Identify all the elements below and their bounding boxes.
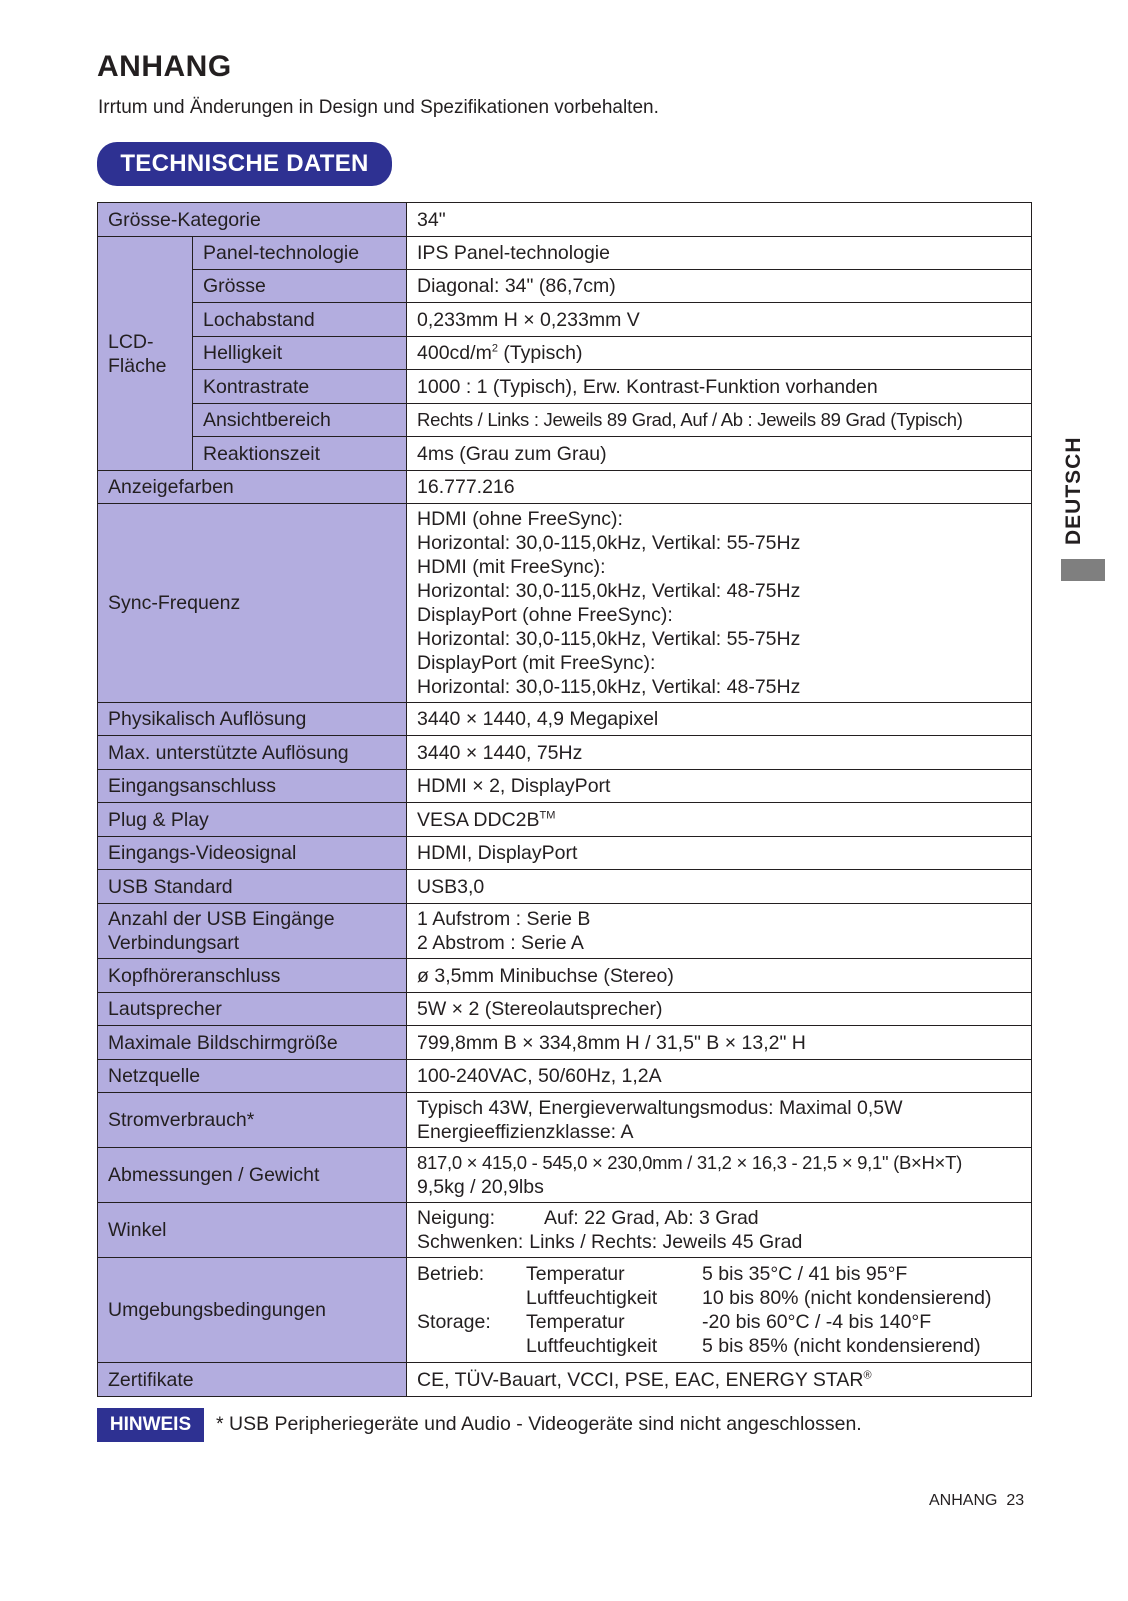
brightness-suffix: (Typisch): [497, 342, 583, 364]
spec-value: 3440 × 1440, 4,9 Megapixel: [407, 703, 1032, 736]
spec-value: 16.777.216: [407, 471, 1032, 504]
table-row: [98, 770, 1032, 803]
spec-value: HDMI, DisplayPort: [407, 837, 1032, 870]
spec-value: Diagonal: 34" (86,7cm): [407, 270, 1032, 303]
table-row: [98, 303, 1032, 337]
energy-class: Energieeffizienzklasse: A: [417, 1121, 634, 1143]
connection-type-label: Verbindungsart: [108, 932, 240, 954]
spec-label: Stromverbrauch*: [98, 1093, 407, 1148]
table-row: [98, 993, 1032, 1026]
page-title: ANHANG: [97, 50, 232, 83]
dimensions-value: 817,0 × 415,0 - 545,0 × 230,0mm / 31,2 × 16,3 - 21,5 × 9,1" (B×H×T): [417, 1152, 962, 1173]
table-row: [98, 703, 1032, 736]
spec-label: USB Standard: [98, 870, 407, 904]
table-row: [98, 1258, 1032, 1363]
spec-value: 1000 : 1 (Typisch), Erw. Kontrast-Funktion vorhanden: [407, 370, 1032, 404]
tilt-label: Neigung:: [417, 1207, 496, 1229]
table-row: [98, 237, 1032, 270]
humidity-label: Luftfeuchtigkeit: [526, 1335, 658, 1357]
registered-mark: ®: [863, 1369, 872, 1381]
trademark-mark: TM: [539, 809, 556, 821]
table-row: [98, 203, 1032, 237]
spec-value: ø 3,5mm Minibuchse (Stereo): [407, 959, 1032, 993]
storage-temperature: -20 bis 60°C / -4 bis 140°F: [702, 1311, 932, 1333]
temperature-label: Temperatur: [526, 1311, 625, 1333]
spec-value: 0,233mm H × 0,233mm V: [407, 303, 1032, 337]
operating-label: Betrieb:: [417, 1263, 485, 1285]
spec-value: 799,8mm B × 334,8mm H / 31,5" B × 13,2" H: [407, 1026, 1032, 1060]
usb-ports-label: Anzahl der USB Eingänge: [108, 908, 335, 930]
table-row: [98, 1093, 1032, 1148]
sync-line: DisplayPort (ohne FreeSync):: [417, 604, 673, 626]
note-text: * USB Peripheriegeräte und Audio - Videogeräte sind nicht angeschlossen.: [216, 1413, 862, 1435]
spec-label: Maximale Bildschirmgröße: [98, 1026, 407, 1060]
table-row: [98, 437, 1032, 471]
page-footer: ANHANG 23: [929, 1492, 1025, 1509]
sync-line: Horizontal: 30,0-115,0kHz, Vertikal: 55-75Hz: [417, 532, 801, 554]
spec-label: Winkel: [98, 1203, 407, 1258]
spec-value: [407, 1363, 1032, 1397]
table-row: [98, 1060, 1032, 1093]
spec-value: 3440 × 1440, 75Hz: [407, 736, 1032, 770]
sync-line: DisplayPort (mit FreeSync):: [417, 652, 656, 674]
sync-line: HDMI (mit FreeSync):: [417, 556, 606, 578]
swivel-value: Links / Rechts: Jeweils 45 Grad: [529, 1231, 803, 1253]
table-row: [98, 837, 1032, 870]
page-subtitle: Irrtum und Änderungen in Design und Spezifikationen vorbehalten.: [98, 97, 659, 118]
spec-label: Reaktionszeit: [193, 437, 407, 471]
spec-label: Eingangs-Videosignal: [98, 837, 407, 870]
superscript: 2: [491, 342, 498, 355]
spec-value: [407, 803, 1032, 837]
table-row: [98, 803, 1032, 837]
environment-grid: [417, 1262, 1021, 1358]
weight-value: 9,5kg / 20,9lbs: [417, 1176, 544, 1198]
spec-value: Rechts / Links : Jeweils 89 Grad, Auf / Ab : Jeweils 89 Grad (Typisch): [407, 404, 1032, 437]
spec-value: 34": [407, 203, 1032, 237]
table-row: [98, 1203, 1032, 1258]
table-row: [98, 337, 1032, 370]
brightness-value: 400cd/m: [417, 342, 492, 364]
spec-value: [407, 1093, 1032, 1148]
table-row: [98, 1026, 1032, 1060]
sync-line: Horizontal: 30,0-115,0kHz, Vertikal: 55-75Hz: [417, 628, 801, 650]
spec-label: Eingangsanschluss: [98, 770, 407, 803]
spec-label: Plug & Play: [98, 803, 407, 837]
spec-value: [407, 1203, 1032, 1258]
tilt-line: [417, 1206, 1021, 1230]
table-row: [98, 870, 1032, 904]
spec-value: 4ms (Grau zum Grau): [407, 437, 1032, 471]
spec-label: Grösse-Kategorie: [98, 203, 407, 237]
table-row: [98, 1363, 1032, 1397]
operating-temperature: 5 bis 35°C / 41 bis 95°F: [702, 1263, 908, 1285]
usb-downstream: 2 Abstrom : Serie A: [417, 932, 584, 954]
storage-humidity: 5 bis 85% (nicht kondensierend): [702, 1335, 981, 1357]
spec-label: Lautsprecher: [98, 993, 407, 1026]
spec-value: HDMI × 2, DisplayPort: [407, 770, 1032, 803]
spec-label: Sync-Frequenz: [98, 504, 407, 703]
spec-label: Kontrastrate: [193, 370, 407, 404]
spec-label: Panel-technologie: [193, 237, 407, 270]
sync-line: Horizontal: 30,0-115,0kHz, Vertikal: 48-75Hz: [417, 676, 801, 698]
spec-label: Grösse: [193, 270, 407, 303]
spec-label: Physikalisch Auflösung: [98, 703, 407, 736]
usb-upstream: 1 Aufstrom : Serie B: [417, 908, 591, 930]
spec-value: [407, 1258, 1032, 1363]
language-tab-marker: [1061, 559, 1105, 581]
temperature-label: Temperatur: [526, 1263, 625, 1285]
spec-value: IPS Panel-technologie: [407, 237, 1032, 270]
table-row: [98, 404, 1032, 437]
table-row: [98, 1148, 1032, 1203]
operating-humidity: 10 bis 80% (nicht kondensierend): [702, 1287, 992, 1309]
spec-value: USB3,0: [407, 870, 1032, 904]
swivel-label: Schwenken:: [417, 1231, 524, 1253]
certificates-value: CE, TÜV-Bauart, VCCI, PSE, EAC, ENERGY STAR: [417, 1368, 864, 1391]
table-row: [98, 270, 1032, 303]
humidity-label: Luftfeuchtigkeit: [526, 1287, 658, 1309]
lcd-group-label: LCD- Fläche: [98, 237, 193, 471]
spec-table: [97, 202, 1032, 1397]
spec-label: Netzquelle: [98, 1060, 407, 1093]
tilt-value: Auf: 22 Grad, Ab: 3 Grad: [544, 1207, 759, 1229]
spec-label: Anzeigefarben: [98, 471, 407, 504]
spec-value: [407, 337, 1032, 370]
spec-label: Helligkeit: [193, 337, 407, 370]
swivel-line: [417, 1230, 1021, 1254]
spec-label: [98, 904, 407, 959]
spec-label: Abmessungen / Gewicht: [98, 1148, 407, 1203]
spec-label: Zertifikate: [98, 1363, 407, 1397]
spec-value: [407, 504, 1032, 703]
spec-value: 100-240VAC, 50/60Hz, 1,2A: [407, 1060, 1032, 1093]
spec-value: [407, 904, 1032, 959]
spec-label: Lochabstand: [193, 303, 407, 337]
table-row: [98, 504, 1032, 703]
spec-value: [407, 1148, 1032, 1203]
spec-value: 5W × 2 (Stereolautsprecher): [407, 993, 1032, 1026]
section-heading: TECHNISCHE DATEN: [97, 142, 392, 186]
sync-line: Horizontal: 30,0-115,0kHz, Vertikal: 48-75Hz: [417, 580, 801, 602]
table-row: [98, 370, 1032, 404]
table-row: [98, 736, 1032, 770]
spec-label: Umgebungsbedingungen: [98, 1258, 407, 1363]
storage-label: Storage:: [417, 1311, 491, 1333]
table-row: [98, 904, 1032, 959]
sync-line: HDMI (ohne FreeSync):: [417, 508, 623, 530]
table-row: [98, 471, 1032, 504]
language-tab: DEUTSCH: [1062, 436, 1085, 546]
plug-play-value: VESA DDC2B: [417, 808, 540, 831]
power-typical: Typisch 43W, Energieverwaltungsmodus: Maximal 0,5W: [417, 1097, 903, 1119]
spec-label: Ansichtbereich: [193, 404, 407, 437]
spec-label: Max. unterstützte Auflösung: [98, 736, 407, 770]
table-row: [98, 959, 1032, 993]
spec-label: Kopfhöreranschluss: [98, 959, 407, 993]
note-badge: HINWEIS: [97, 1408, 204, 1442]
